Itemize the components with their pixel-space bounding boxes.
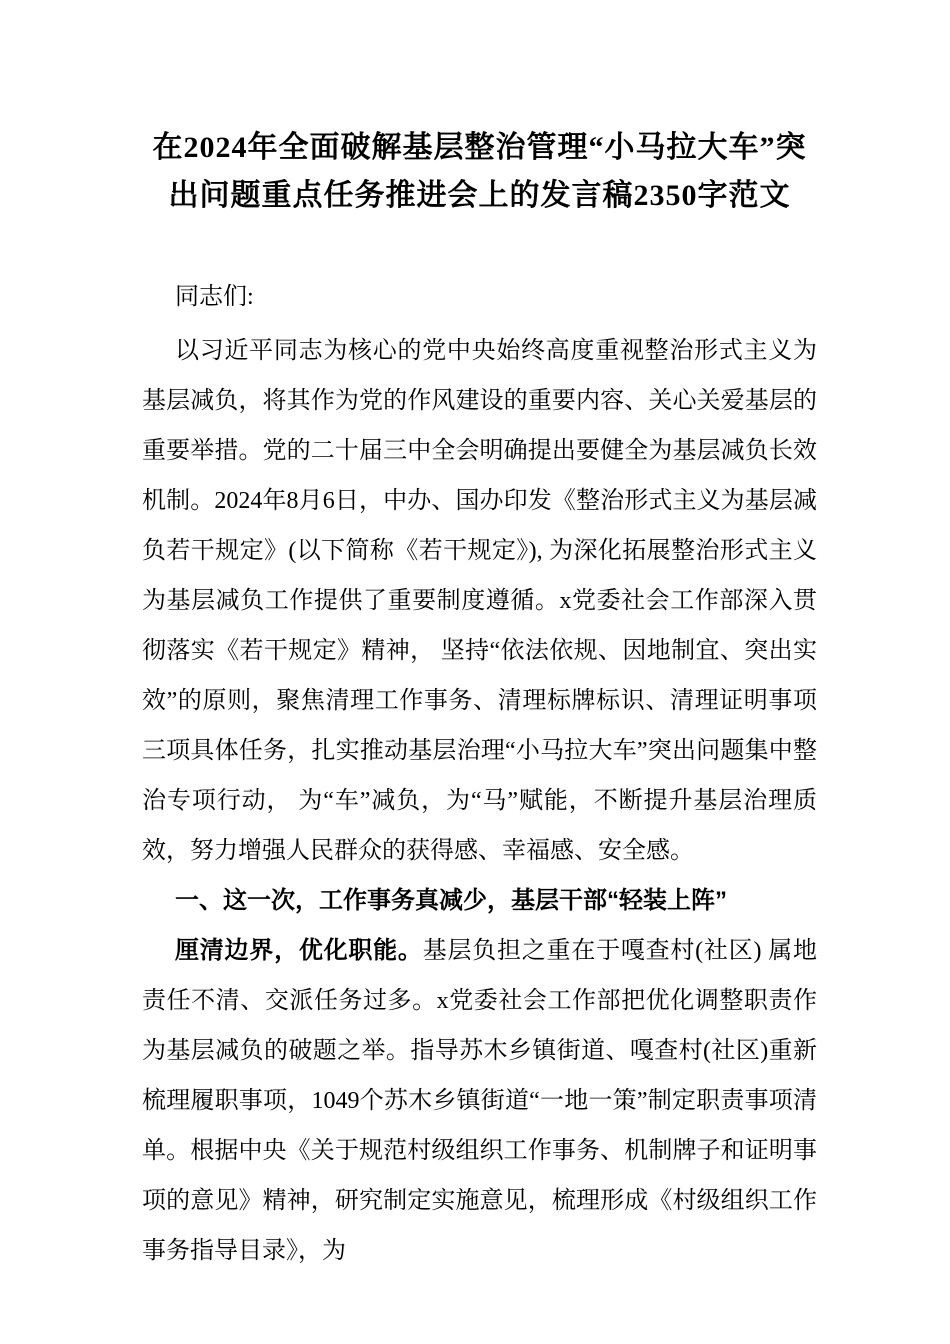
section1-body: 基层负担之重在于嘎查村(社区) 属地责任不清、交派任务过多。x党委社会工作部把优化调整职责作为基层减负的破题之举。指导苏木乡镇街道、嘎查村(社区)重新梳理履职事项，1049个苏木乡镇街道“一地一策”制定职责事项清单。根据中央《关于规范村级组织工作事务、机制牌子和证明事项的意见》精神，研究制定实施意见，梳理形成《村级组织工作事务指导目录》，为: [142, 938, 818, 1264]
salutation: 同志们:: [175, 284, 254, 310]
section1-heading: 一、这一次，工作事务真减少，基层干部“轻装上阵”: [175, 887, 727, 914]
section1-paragraph: [142, 926, 817, 1276]
intro-paragraph: 以习近平同志为核心的党中央始终高度重视整治形式主义为基层减负，将其作为党的作风建设的重要内容、关心关爱基层的重要举措。党的二十届三中全会明确提出要健全为基层减负长效机制。2024年8月6日，中办、国办印发《整治形式主义为基层减负若干规定》(以下简称《若干规定》), 为深化拓展整治形式主义为基层减负工作提供了重要制度遵循。x党委社会工作部深入贯彻落实《若干规定》精神， 坚持“依法依规、因地制宜、突出实效”的原则，聚焦清理工作事务、清理标牌标识、清理证明事项三项具体任务，扎实推动基层治理“小马拉大车”突出问题集中整治专项行动， 为“车”减负，为“马”赋能，不断提升基层治理质效，努力增强人民群众的获得感、幸福感、安全感。: [142, 338, 817, 864]
document-title: 在2024年全面破解基层整治管理“小马拉大车”突出问题重点任务推进会上的发言稿2350字范文: [152, 131, 807, 212]
section1-lead: 厘清边界，优化职能。: [175, 937, 423, 964]
